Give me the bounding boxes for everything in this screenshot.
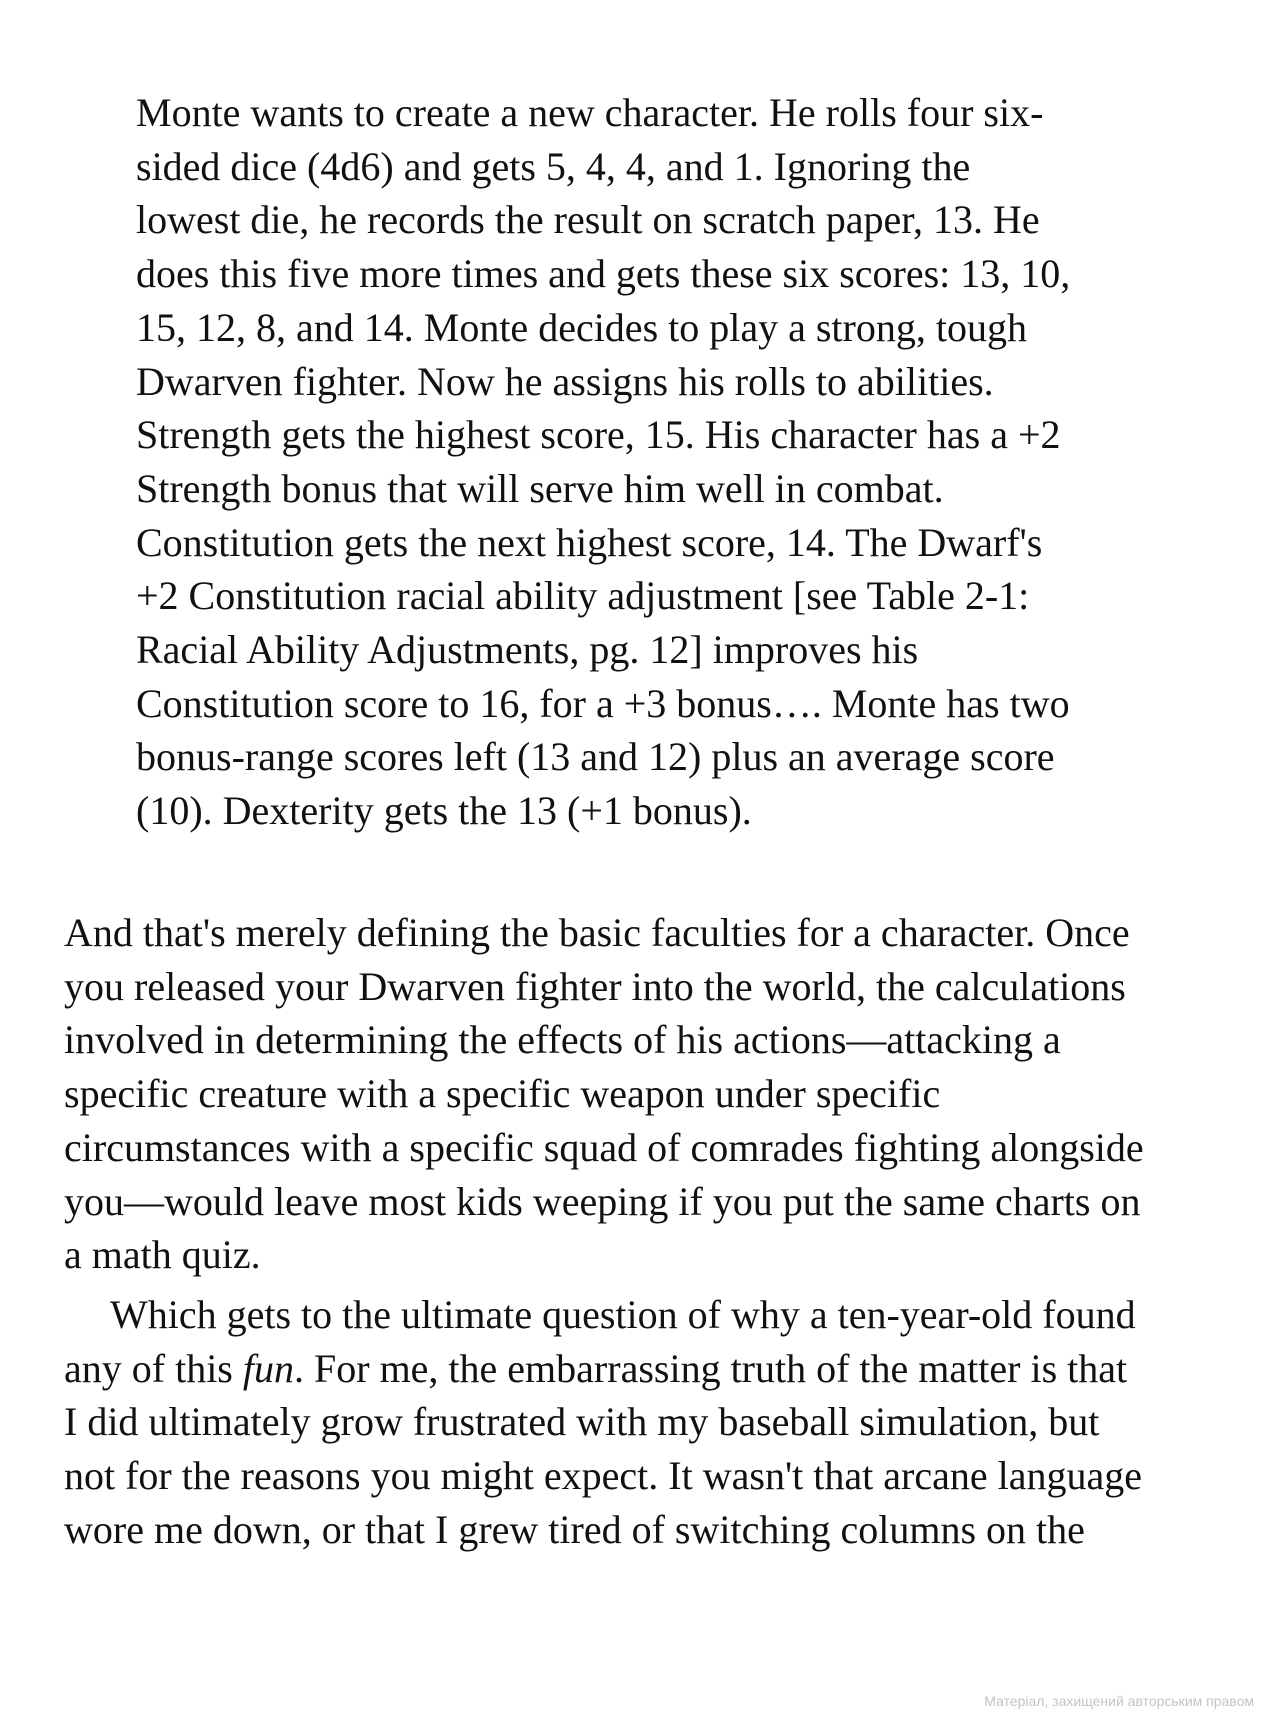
text-run: . For me, the embarrassing truth of the matter is that (294, 1345, 1128, 1391)
quote-line: (10). Dexterity gets the 13 (+1 bonus). (136, 788, 752, 834)
paragraph-line: circumstances with a specific squad of comrades fighting alongside (64, 1124, 1144, 1170)
quote-line: bonus-range scores left (13 and 12) plus an average score (136, 734, 1055, 780)
quote-line: sided dice (4d6) and gets 5, 4, 4, and 1. Ignoring the (136, 143, 971, 189)
paragraph-line: wore me down, or that I grew tired of switching columns on the (64, 1506, 1085, 1552)
paragraph-line: not for the reasons you might expect. It wasn't that arcane language (64, 1453, 1142, 1499)
body-paragraph-1 (64, 906, 1224, 1282)
paragraph-line: And that's merely defining the basic faculties for a character. Once (64, 910, 1130, 955)
quote-line: +2 Constitution racial ability adjustment [see Table 2-1: (136, 573, 1030, 619)
paragraph-line: you released your Dwarven fighter into the world, the calculations (64, 963, 1126, 1009)
text-run: any of this (64, 1345, 243, 1391)
quote-line: does this five more times and gets these six scores: 13, 10, (136, 251, 1071, 297)
emphasized-word: fun (242, 1345, 294, 1391)
paragraph-line: Which gets to the ultimate question of why a ten-year-old found (110, 1292, 1136, 1337)
paragraph-line: you—would leave most kids weeping if you put the same charts on (64, 1178, 1141, 1224)
quote-line: Constitution gets the next highest score, 14. The Dwarf's (136, 519, 1043, 565)
paragraph-line (64, 1342, 1224, 1396)
quote-line: Dwarven fighter. Now he assigns his rolls to abilities. (136, 358, 994, 404)
quote-line: Constitution score to 16, for a +3 bonus…. Monte has two (136, 680, 1070, 726)
paragraph-line: involved in determining the effects of his actions—attacking a (64, 1017, 1061, 1063)
paragraph-line: specific creature with a specific weapon under specific (64, 1071, 941, 1117)
copyright-watermark: Матеріал, захищений авторським правом (984, 1693, 1254, 1709)
quote-line: Strength bonus that will serve him well in combat. (136, 465, 944, 511)
body-paragraph-2 (64, 1288, 1224, 1557)
quote-line: Strength gets the highest score, 15. His character has a +2 (136, 412, 1061, 458)
paragraph-line: I did ultimately grow frustrated with my baseball simulation, but (64, 1399, 1100, 1445)
quote-line: 15, 12, 8, and 14. Monte decides to play a strong, tough (136, 304, 1027, 350)
block-quote (136, 86, 1146, 838)
quote-line: lowest die, he records the result on scratch paper, 13. He (136, 197, 1040, 243)
quote-line: Racial Ability Adjustments, pg. 12] improves his (136, 627, 919, 673)
paragraph-line: a math quiz. (64, 1232, 261, 1278)
quote-line: Monte wants to create a new character. He rolls four six- (136, 90, 1044, 135)
